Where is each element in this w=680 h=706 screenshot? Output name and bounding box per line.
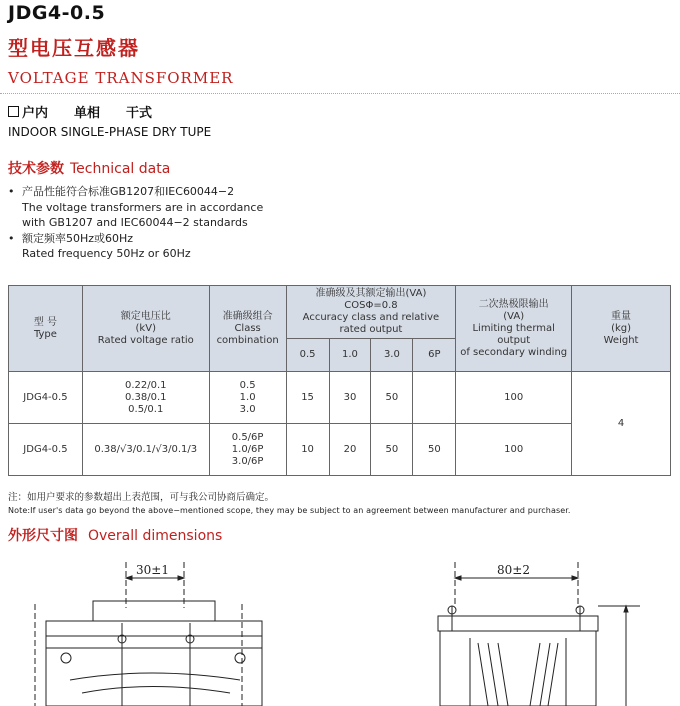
cell-ratio: 0.38/√3/0.1/√3/0.1/3 (82, 424, 209, 476)
note-standard-en-2: with GB1207 and IEC60044−2 standards (22, 216, 248, 229)
note-frequency: • 额定频率50Hz或60Hz (8, 231, 134, 245)
tag-single-phase: 单相 (74, 106, 101, 121)
cell-out-05: 10 (286, 424, 329, 476)
header-class-10: 1.0 (329, 339, 371, 372)
header-accuracy: 准确级及其额定输出(VA) COSΦ=0.8 Accuracy class and relative rated output (286, 286, 456, 339)
cell-weight: 4 (572, 372, 671, 476)
title-divider (0, 93, 680, 94)
dimensions-heading-en: Overall dimensions (88, 528, 223, 544)
header-class-30: 3.0 (371, 339, 413, 372)
product-title-cn: 型电压互感器 (8, 36, 140, 60)
left-dimension-label: 30±1 (136, 563, 169, 577)
feature-subtitle-en: INDOOR SINGLE-PHASE DRY TUPE (8, 125, 212, 139)
cell-class: 0.5/6P 1.0/6P 3.0/6P (209, 424, 286, 476)
right-dimension-label: 80±2 (497, 563, 530, 577)
cell-out-10: 30 (329, 372, 371, 424)
cell-thermal: 100 (456, 372, 572, 424)
header-thermal: 二次热极限输出 (VA) Limiting thermal output of secondary winding (456, 286, 572, 372)
product-title-en: VOLTAGE TRANSFORMER (8, 69, 234, 87)
cell-type: JDG4-0.5 (9, 372, 83, 424)
cell-thermal: 100 (456, 424, 572, 476)
cell-out-30: 50 (371, 372, 413, 424)
feature-tags (8, 102, 178, 121)
bullet-icon: • (8, 185, 15, 198)
header-ratio: 额定电压比 (kV) Rated voltage ratio (82, 286, 209, 372)
cell-out-30: 50 (371, 424, 413, 476)
cell-out-6p (413, 372, 456, 424)
cell-type: JDG4-0.5 (9, 424, 83, 476)
checkbox-square-icon (8, 106, 19, 117)
dimensions-heading (8, 525, 222, 545)
header-class-05: 0.5 (286, 339, 329, 372)
cell-ratio: 0.22/0.1 0.38/0.1 0.5/0.1 (82, 372, 209, 424)
header-class-6p: 6P (413, 339, 456, 372)
overall-dimensions-drawing (0, 548, 680, 706)
table-row (9, 372, 671, 424)
dimensions-heading-cn: 外形尺寸图 (8, 528, 78, 544)
technical-heading-en: Technical data (70, 161, 171, 177)
cell-out-10: 20 (329, 424, 371, 476)
bullet-icon: • (8, 231, 15, 245)
technical-notes (8, 184, 263, 262)
note-frequency-en: Rated frequency 50Hz or 60Hz (22, 247, 191, 260)
header-class: 准确级组合 Class combination (209, 286, 286, 372)
technical-data-heading (8, 158, 170, 178)
footnote-en: Note:If user's data go beyond the above−mentioned scope, they may be subject to an agreement between manufacturer and purchaser. (8, 506, 571, 515)
technical-heading-cn: 技术参数 (8, 161, 64, 177)
header-type: 型 号 Type (9, 286, 83, 372)
cell-class: 0.5 1.0 3.0 (209, 372, 286, 424)
model-number: JDG4-0.5 (8, 2, 106, 24)
table-footnote (8, 491, 571, 517)
tag-indoor: 户内 (22, 106, 49, 121)
header-weight: 重量 (kg) Weight (572, 286, 671, 372)
table-row (9, 424, 671, 476)
technical-data-table (8, 285, 671, 476)
note-standard: • 产品性能符合标准GB1207和IEC60044−2 (8, 185, 235, 198)
cell-out-05: 15 (286, 372, 329, 424)
footnote-cn: 注：如用户要求的参数超出上表范围，可与我公司协商后确定。 (8, 492, 275, 503)
tag-dry: 干式 (126, 106, 153, 121)
note-standard-en-1: The voltage transformers are in accordance (22, 200, 264, 214)
cell-out-6p: 50 (413, 424, 456, 476)
